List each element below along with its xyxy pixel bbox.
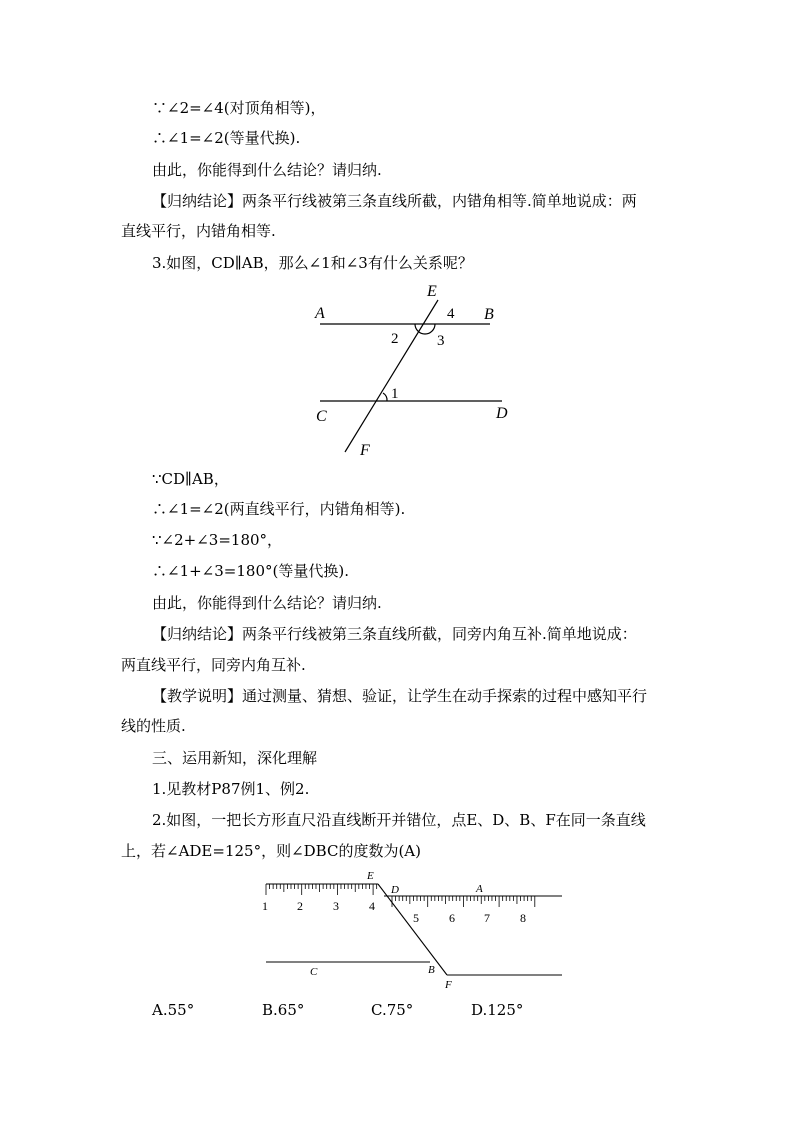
text-line: 【归纳结论】两条平行线被第三条直线所截，内错角相等.简单地说成：两 xyxy=(152,192,637,210)
label-c: C xyxy=(316,408,327,425)
text-line: ∴∠1=∠2(两直线平行，内错角相等). xyxy=(152,500,406,518)
angle-3-label: 3 xyxy=(437,333,445,349)
text-line: 由此，你能得到什么结论？请归纳. xyxy=(152,594,382,612)
label-f: F xyxy=(360,442,370,459)
label-b: B xyxy=(428,964,435,976)
text-line: ∴∠1=∠2(等量代换). xyxy=(152,129,301,147)
text-line: 3.如图，CD∥AB，那么∠1和∠3有什么关系呢？ xyxy=(152,254,473,272)
text-line: 【教学说明】通过测量、猜想、验证，让学生在动手探索的过程中感知平行 xyxy=(152,687,648,705)
tick-label: 3 xyxy=(333,899,339,913)
angle-2-label: 2 xyxy=(391,331,399,347)
tick-label: 4 xyxy=(369,899,375,913)
angle-1-label: 1 xyxy=(391,386,399,402)
label-d: D xyxy=(496,405,508,422)
text-line: ∴∠1+∠3=180°(等量代换). xyxy=(152,562,349,580)
text-line: 上，若∠ADE=125°，则∠DBC的度数为(A) xyxy=(121,842,421,860)
text-line: 两直线平行，同旁内角互补. xyxy=(121,656,306,674)
label-c: C xyxy=(310,966,318,978)
text-line: ∵CD∥AB， xyxy=(152,470,229,488)
tick-label: 2 xyxy=(297,899,303,913)
text-line: 三、运用新知，深化理解 xyxy=(152,749,318,767)
text-line: 由此，你能得到什么结论？请归纳. xyxy=(152,161,382,179)
tick-label: 8 xyxy=(520,911,526,925)
tick-label: 7 xyxy=(484,911,490,925)
label-e: E xyxy=(367,870,374,882)
text-line: ∵∠2+∠3=180°， xyxy=(152,531,283,549)
ruler-cut-line xyxy=(378,884,447,975)
text-line: ∵∠2=∠4(对顶角相等)， xyxy=(152,99,326,117)
label-d: D xyxy=(391,884,399,896)
angle-4-label: 4 xyxy=(447,306,455,322)
text-line: 1.见教材P87例1、例2. xyxy=(152,780,310,798)
label-b: B xyxy=(484,306,494,323)
label-e: E xyxy=(427,283,437,300)
ruler-ticks-left xyxy=(266,884,377,895)
text-line: 【归纳结论】两条平行线被第三条直线所截，同旁内角互补.简单地说成： xyxy=(152,625,637,643)
label-a: A xyxy=(315,305,325,322)
label-f: F xyxy=(445,979,452,991)
label-a: A xyxy=(476,883,483,895)
tick-label: 6 xyxy=(449,911,455,925)
option-a: A.55° xyxy=(152,1001,195,1019)
option-b: B.65° xyxy=(262,1001,305,1019)
option-c: C.75° xyxy=(371,1001,414,1019)
text-line: 线的性质. xyxy=(121,717,186,735)
ruler-ticks-right xyxy=(392,896,535,907)
tick-label: 1 xyxy=(262,899,268,913)
option-d: D.125° xyxy=(471,1001,524,1019)
text-line: 2.如图，一把长方形直尺沿直线断开并错位，点E、D、B、F在同一条直线 xyxy=(152,811,646,829)
text-line: 直线平行，内错角相等. xyxy=(121,222,276,240)
tick-label: 5 xyxy=(413,911,419,925)
